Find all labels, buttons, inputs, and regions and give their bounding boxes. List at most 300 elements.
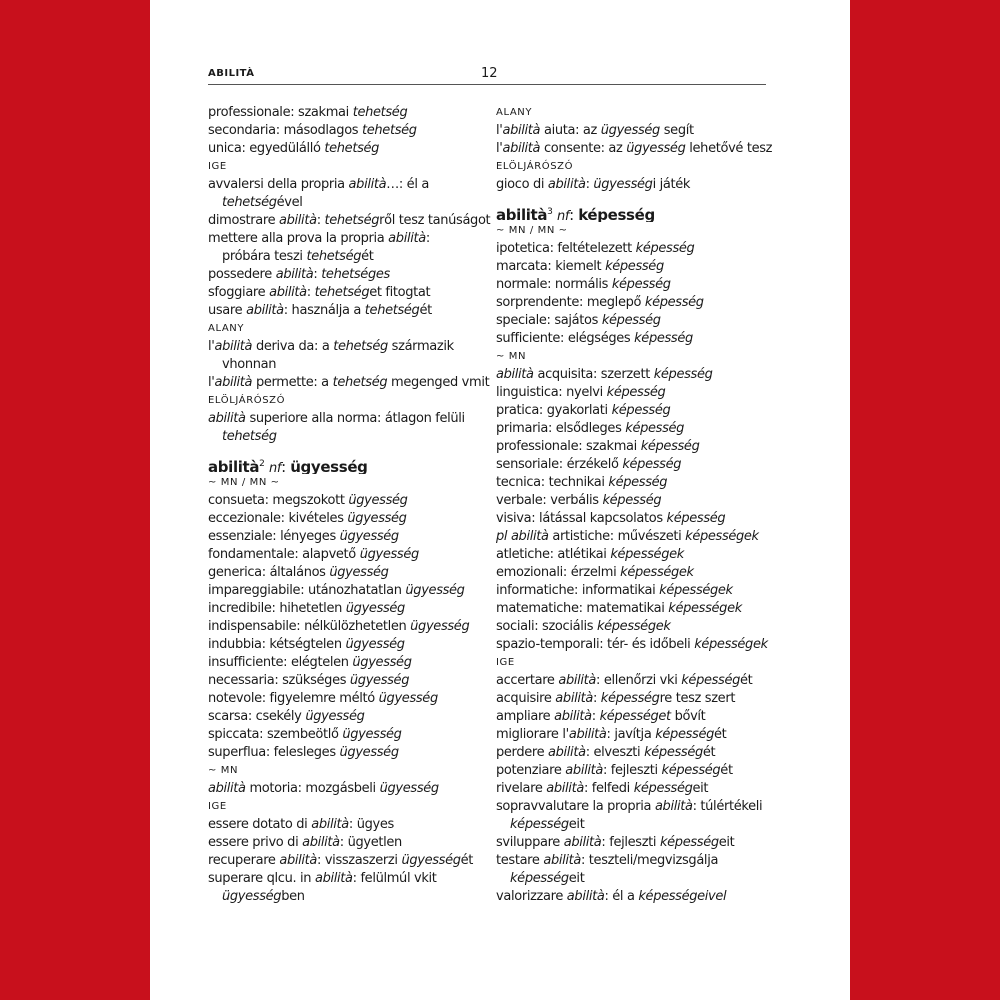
text-segment: sorprendente: meglepő	[496, 295, 645, 310]
text-segment: informatiche: informatikai	[496, 583, 660, 598]
text-segment: potenziare	[496, 763, 566, 778]
entry-line	[496, 636, 780, 654]
text-segment: bővít	[670, 709, 706, 724]
entry-line	[496, 420, 780, 438]
text-segment: sociali: szociális	[496, 619, 597, 634]
italic-text: ügyesség	[222, 889, 282, 904]
italic-text: abilità	[279, 213, 317, 228]
text-segment: essenziale: lényeges	[208, 529, 340, 544]
italic-text: ügyesség	[352, 655, 412, 670]
homograph-number: 3	[547, 207, 553, 217]
italic-text: képesség	[608, 475, 668, 490]
text-segment: :	[316, 213, 325, 228]
italic-text: képesség	[644, 295, 704, 310]
text-segment: rivelare	[496, 781, 547, 796]
italic-text: abilità	[548, 745, 586, 760]
entry-line	[496, 140, 780, 158]
text-segment: ét	[361, 249, 374, 264]
italic-text: képességek	[620, 565, 694, 580]
italic-text: képesség	[644, 745, 703, 760]
page-header	[208, 66, 766, 85]
text-segment: professionale: szakmai	[496, 439, 641, 454]
italic-text: képességek	[694, 637, 768, 652]
italic-text: ügyesség	[378, 691, 438, 706]
italic-text: ügyesség	[359, 547, 419, 562]
text-segment: : javítja	[606, 727, 656, 742]
text-segment: testare	[496, 853, 544, 868]
text-segment: marcata: kiemelt	[496, 259, 606, 274]
text-segment: primaria: elsődleges	[496, 421, 626, 436]
italic-text: pl abilità	[496, 529, 549, 544]
text-segment: dimostrare	[208, 213, 280, 228]
entry-line	[208, 212, 492, 230]
text-segment: indispensabile: nélkülözhetetlen	[208, 619, 411, 634]
italic-text: ügyesség	[410, 619, 470, 634]
entry-line	[208, 852, 492, 870]
text-segment: aiuta: az	[540, 123, 601, 138]
text-segment: normale: normális	[496, 277, 612, 292]
text-segment: l'	[208, 339, 215, 354]
entry-line	[496, 780, 780, 798]
entry-headword: abilità$^3$ nf: képesség	[496, 206, 655, 222]
text-segment: consente: az	[540, 141, 627, 156]
italic-text: képesség	[602, 493, 662, 508]
entry-line	[208, 230, 492, 248]
entry-line	[208, 816, 492, 834]
italic-text: abilità	[275, 267, 314, 282]
dictionary-page	[150, 0, 850, 1000]
italic-text: abilità	[563, 835, 602, 850]
text-segment: tecnica: technikai	[496, 475, 609, 490]
entry-line	[208, 708, 492, 726]
italic-text: tehetség	[333, 339, 388, 354]
entry-line	[496, 708, 780, 726]
section-label: ALANY	[208, 323, 245, 334]
italic-text: abilità	[554, 709, 592, 724]
text-segment: segít	[659, 123, 694, 138]
text-segment: superiore alla norma: átlagon felüli	[245, 411, 465, 426]
text-segment: linguistica: nyelvi	[496, 385, 607, 400]
entry-line	[496, 618, 780, 636]
italic-text: képesség	[606, 385, 666, 400]
italic-text: abilità	[269, 285, 307, 300]
entry-line	[496, 744, 780, 762]
text-segment: essere dotato di	[208, 817, 312, 832]
text-segment: lehetővé tesz	[685, 141, 773, 156]
text-segment: megenged vmit	[387, 375, 490, 390]
text-segment: matematiche: matematikai	[496, 601, 669, 616]
text-segment: emozionali: érzelmi	[496, 565, 621, 580]
entry-line	[496, 258, 780, 276]
italic-text: képesség	[661, 763, 721, 778]
text-segment: :	[425, 231, 430, 246]
italic-text: tehetség	[324, 213, 380, 228]
text-segment: származik	[387, 339, 454, 354]
text-segment: ét	[714, 727, 727, 742]
text-segment: eit	[692, 781, 709, 796]
italic-text: tehetség	[222, 195, 277, 210]
text-segment: superare qlcu. in	[208, 871, 315, 886]
text-segment: permette: a	[252, 375, 333, 390]
entry-line	[208, 870, 492, 888]
text-segment: et fitogtat	[369, 285, 431, 300]
entry-line	[208, 338, 492, 356]
text-segment: …: él a	[386, 177, 429, 192]
text-segment: mettere alla prova la propria	[208, 231, 389, 246]
italic-text: ügyesség	[339, 745, 399, 760]
text-segment: :	[592, 691, 601, 706]
italic-text: képesség	[635, 241, 695, 256]
text-segment: ét	[702, 745, 716, 760]
text-segment: verbale: verbális	[496, 493, 603, 508]
entry-line	[208, 726, 492, 744]
entry-line	[208, 636, 492, 654]
italic-text: képesség	[633, 781, 693, 796]
text-segment: speciale: sajátos	[496, 313, 602, 328]
italic-text: képességet	[599, 709, 671, 724]
entry-line	[208, 104, 492, 122]
italic-text: képesség	[653, 367, 713, 382]
text-segment: : túlértékeli	[692, 799, 763, 814]
headword-translation: ügyesség	[290, 458, 368, 474]
italic-text: tehetség	[222, 429, 277, 444]
entry-line	[208, 122, 492, 140]
text-segment: : ügyes	[348, 817, 394, 832]
text-segment: spiccata: szembeötlő	[208, 727, 343, 742]
italic-text: ügyesség	[339, 529, 399, 544]
italic-text: abilità	[568, 727, 607, 742]
entry-continuation	[208, 428, 492, 446]
text-segment: ben	[281, 889, 305, 904]
text-segment: motoria: mozgásbeli	[245, 781, 380, 796]
text-segment: deriva da: a	[252, 339, 334, 354]
entry-line	[208, 600, 492, 618]
headword: abilità	[208, 458, 260, 474]
italic-text: abilità	[314, 871, 353, 886]
entry-line	[208, 528, 492, 546]
italic-text: képesség	[611, 277, 671, 292]
italic-text: ügyesség	[405, 583, 465, 598]
entry-line	[496, 564, 780, 582]
italic-text: tehetség	[314, 285, 370, 300]
italic-text: abilità	[565, 763, 603, 778]
entry-line	[496, 366, 780, 384]
italic-text: képességeivel	[638, 889, 727, 904]
text-segment: impareggiabile: utánozhatatlan	[208, 583, 406, 598]
entry-line	[496, 690, 780, 708]
entry-line	[208, 492, 492, 510]
italic-text: abilità	[555, 691, 593, 706]
entry-line	[496, 762, 780, 780]
italic-text: tehetség	[362, 123, 417, 138]
text-segment: : felülmúl vkit	[352, 871, 437, 886]
entry-line	[208, 302, 492, 320]
italic-text: képesség	[634, 331, 693, 346]
entry-line	[208, 510, 492, 528]
entry-line	[496, 546, 780, 564]
italic-text: ügyesség	[349, 673, 410, 688]
italic-text: tehetség	[306, 249, 362, 264]
text-segment: : fejleszti	[601, 835, 660, 850]
italic-text: képesség	[611, 403, 671, 418]
entry-line	[496, 122, 780, 140]
left-column	[208, 104, 492, 906]
entry-line	[496, 176, 780, 194]
entry-line	[496, 528, 780, 546]
text-segment: gioco di	[496, 177, 548, 192]
entry-line	[496, 276, 780, 294]
italic-text: képességek	[685, 529, 759, 544]
text-segment: l'	[496, 141, 503, 156]
text-segment: eit	[718, 835, 735, 850]
text-segment: notevole: figyelemre méltó	[208, 691, 379, 706]
italic-text: ügyesség	[305, 709, 365, 724]
italic-text: ügyesség	[401, 853, 461, 868]
italic-text: tehetség	[332, 375, 388, 390]
italic-text: abilità	[348, 177, 387, 192]
entry-line	[208, 284, 492, 302]
text-segment: ét	[419, 303, 432, 318]
italic-text: képesség	[666, 511, 726, 526]
entry-line	[496, 456, 780, 474]
entry-line	[496, 510, 780, 528]
text-segment: eccezionale: kivételes	[208, 511, 348, 526]
entry-line	[496, 888, 780, 906]
italic-text: abilità	[208, 781, 246, 796]
text-segment: acquisita: szerzett	[533, 367, 654, 382]
entry-line	[208, 744, 492, 762]
section-label: ~ MN / MN ~	[496, 225, 568, 236]
text-segment: sufficiente: elégséges	[496, 331, 635, 346]
entry-line	[496, 240, 780, 258]
italic-text: abilità	[388, 231, 426, 246]
text-segment: : ellenőrzi vki	[596, 673, 682, 688]
text-segment: sopravvalutare la propria	[496, 799, 655, 814]
italic-text: abilità	[279, 853, 318, 868]
entry-line	[208, 618, 492, 636]
text-segment: incredibile: hihetetlen	[208, 601, 346, 616]
entry-continuation	[208, 194, 492, 212]
entry-line	[496, 726, 780, 744]
entry-line	[208, 410, 492, 428]
section-label: ~ MN / MN ~	[208, 477, 280, 488]
text-segment: sfoggiare	[208, 285, 270, 300]
italic-text: abilità	[546, 781, 584, 796]
italic-text: ügyesség	[345, 601, 405, 616]
text-segment: generica: általános	[208, 565, 330, 580]
italic-text: tehetség	[364, 303, 420, 318]
italic-text: képesség	[640, 439, 700, 454]
text-segment: : elveszti	[585, 745, 645, 760]
part-of-speech: nf	[556, 209, 570, 222]
entry-continuation	[208, 356, 492, 374]
text-segment: possedere	[208, 267, 276, 282]
italic-text: abilità	[502, 123, 541, 138]
text-segment: eit	[568, 871, 585, 886]
entry-continuation	[208, 888, 492, 906]
italic-text: ügyesség	[345, 637, 405, 652]
text-segment: essere privo di	[208, 835, 303, 850]
italic-text: abilità	[214, 339, 253, 354]
page-number: 12	[481, 66, 498, 81]
text-segment: ipotetica: feltételezett	[496, 241, 636, 256]
entry-line	[496, 474, 780, 492]
text-segment: acquisire	[496, 691, 556, 706]
section-label: ALANY	[496, 107, 533, 118]
italic-text: képesség	[605, 259, 664, 274]
text-segment: scarsa: csekély	[208, 709, 306, 724]
entry-continuation	[496, 870, 780, 888]
text-segment: ét	[460, 853, 474, 868]
text-segment: : ügyetlen	[339, 835, 402, 850]
italic-text: képesség	[510, 871, 569, 886]
text-segment: recuperare	[208, 853, 280, 868]
italic-text: ügyesség	[626, 141, 686, 156]
headword-translation: képesség	[578, 206, 655, 222]
text-segment: insufficiente: elégtelen	[208, 655, 353, 670]
italic-text: képességek	[596, 619, 671, 634]
text-segment: visiva: látással kapcsolatos	[496, 511, 667, 526]
entry-line	[496, 402, 780, 420]
italic-text: képességek	[668, 601, 742, 616]
entry-line	[496, 582, 780, 600]
italic-text: abilità	[566, 889, 605, 904]
entry-line	[208, 374, 492, 392]
entry-line	[208, 780, 492, 798]
text-segment: vhonnan	[222, 357, 277, 372]
entry-line	[208, 834, 492, 852]
text-segment: re tesz szert	[659, 691, 736, 706]
entry-line	[496, 492, 780, 510]
text-segment: sensoriale: érzékelő	[496, 457, 623, 472]
text-segment: l'	[496, 123, 503, 138]
text-segment: :	[306, 285, 315, 300]
italic-text: képesség	[625, 421, 685, 436]
text-segment: pratica: gyakorlati	[496, 403, 612, 418]
text-segment: próbára teszi	[222, 249, 307, 264]
italic-text: képesség	[600, 691, 660, 706]
italic-text: ügyesség	[348, 493, 408, 508]
italic-text: abilità	[246, 303, 284, 318]
section-label: ~ MN	[208, 765, 239, 776]
entry-line	[496, 294, 780, 312]
text-segment: : fejleszti	[602, 763, 662, 778]
text-segment: avvalersi della propria	[208, 177, 349, 192]
text-segment: professionale: szakmai	[208, 105, 353, 120]
italic-text: képességek	[610, 547, 684, 562]
italic-text: abilità	[311, 817, 349, 832]
italic-text: képesség	[681, 673, 741, 688]
section-label: ~ MN	[496, 351, 527, 362]
text-segment: ével	[276, 195, 303, 210]
text-segment: valorizzare	[496, 889, 567, 904]
italic-text: tehetség	[352, 105, 408, 120]
italic-text: képesség	[659, 835, 719, 850]
text-segment: perdere	[496, 745, 549, 760]
text-segment: sviluppare	[496, 835, 564, 850]
text-segment: migliorare l'	[496, 727, 569, 742]
text-segment: :	[585, 177, 594, 192]
text-segment: :	[313, 267, 322, 282]
section-label: ELÖLJÁRÓSZÓ	[496, 161, 574, 172]
text-segment: necessaria: szükséges	[208, 673, 350, 688]
text-segment: usare	[208, 303, 247, 318]
text-segment: : él a	[604, 889, 639, 904]
text-segment: unica: egyedülálló	[208, 141, 325, 156]
italic-text: abilità	[543, 853, 581, 868]
entry-line	[208, 564, 492, 582]
entry-line	[496, 798, 780, 816]
section-label: IGE	[496, 657, 515, 668]
entry-line	[208, 672, 492, 690]
homograph-number: 2	[259, 459, 265, 469]
headword: abilità	[496, 206, 548, 222]
italic-text: tehetséges	[321, 267, 390, 282]
entry-line	[208, 266, 492, 284]
italic-text: ügyesség	[593, 177, 653, 192]
text-segment: fondamentale: alapvető	[208, 547, 360, 562]
italic-text: abilità	[558, 673, 597, 688]
text-segment: ampliare	[496, 709, 555, 724]
entry-line	[496, 600, 780, 618]
text-segment: spazio-temporali: tér- és időbeli	[496, 637, 695, 652]
section-label: ELÖLJÁRÓSZÓ	[208, 395, 286, 406]
italic-text: képesség	[655, 727, 715, 742]
italic-text: abilità	[302, 835, 340, 850]
text-segment: : visszaszerzi	[317, 853, 402, 868]
italic-text: abilità	[502, 141, 541, 156]
text-segment: artistiche: művészeti	[548, 529, 686, 544]
section-label: IGE	[208, 801, 227, 812]
entry-line	[496, 834, 780, 852]
italic-text: ügyesség	[347, 511, 407, 526]
text-segment: ről tesz tanúságot	[379, 213, 491, 228]
running-head: ABILITÀ	[208, 68, 255, 79]
text-segment: atletiche: atlétikai	[496, 547, 611, 562]
text-segment: eit	[568, 817, 585, 832]
italic-text: képesség	[622, 457, 682, 472]
right-column	[496, 104, 780, 906]
italic-text: tehetség	[324, 141, 380, 156]
entry-line	[496, 384, 780, 402]
italic-text: abilità	[214, 375, 253, 390]
entry-line	[208, 546, 492, 564]
entry-continuation	[496, 816, 780, 834]
italic-text: képességek	[659, 583, 733, 598]
entry-headword: abilità$^2$ nf: ügyesség	[208, 458, 368, 474]
italic-text: abilità	[208, 411, 246, 426]
entry-line	[496, 852, 780, 870]
entry-line	[208, 140, 492, 158]
text-segment: superflua: felesleges	[208, 745, 340, 760]
text-segment: indubbia: kétségtelen	[208, 637, 346, 652]
text-segment: ét	[720, 763, 733, 778]
entry-line	[208, 582, 492, 600]
entry-line	[496, 330, 780, 348]
entry-continuation	[208, 248, 492, 266]
italic-text: abilità	[654, 799, 693, 814]
italic-text: ügyesség	[342, 727, 402, 742]
text-segment: l'	[208, 375, 215, 390]
text-segment: : teszteli/megvizsgálja	[581, 853, 719, 868]
text-segment: :	[591, 709, 600, 724]
text-segment: ét	[740, 673, 753, 688]
entry-line	[496, 312, 780, 330]
italic-text: ügyesség	[600, 123, 660, 138]
entry-line	[208, 654, 492, 672]
italic-text: abilità	[496, 367, 534, 382]
entry-line	[496, 672, 780, 690]
